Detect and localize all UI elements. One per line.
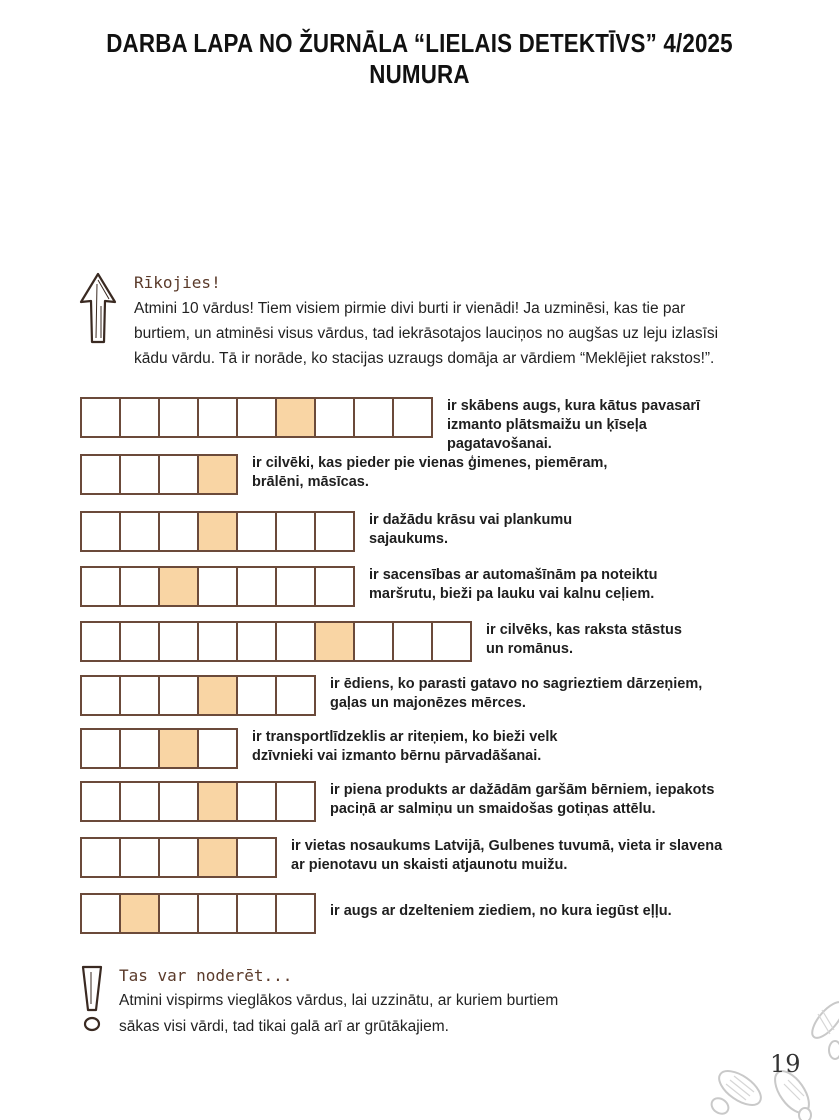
clue-text: [330, 675, 702, 713]
clue-line: ir cilvēks, kas raksta stāstus: [486, 622, 682, 638]
letter-box[interactable]: [394, 623, 433, 660]
puzzle-row-8: [80, 781, 714, 822]
up-arrow-icon: [78, 272, 118, 346]
highlighted-letter-box[interactable]: [160, 730, 199, 767]
letter-box[interactable]: [199, 895, 238, 932]
letter-box[interactable]: [238, 783, 277, 820]
exclamation-icon: [80, 964, 104, 1034]
tip-line: Atmini vispirms vieglākos vārdus, lai uzzinātu, ar kuriem burtiem: [119, 992, 559, 1009]
clue-line: brālēni, māsīcas.: [252, 474, 369, 490]
puzzle-row-5: [80, 621, 682, 662]
puzzle-row-6: [80, 675, 702, 716]
clue-line: ir piena produkts ar dažādām garšām bērniem, iepakots: [330, 782, 715, 798]
letter-box[interactable]: [277, 895, 316, 932]
letter-box[interactable]: [82, 399, 121, 436]
letter-box[interactable]: [121, 456, 160, 493]
puzzle-row-9: [80, 837, 722, 878]
highlighted-letter-box[interactable]: [199, 783, 238, 820]
letter-box[interactable]: [238, 839, 277, 876]
letter-box[interactable]: [199, 568, 238, 605]
letter-box[interactable]: [238, 677, 277, 714]
letter-box[interactable]: [199, 623, 238, 660]
page-number: 19: [770, 1050, 801, 1078]
clue-line: gaļas un majonēzes mērces.: [330, 695, 526, 711]
letter-box[interactable]: [82, 677, 121, 714]
clue-text: [369, 566, 658, 604]
clue-line: ir sacensības ar automašīnām pa noteiktu: [369, 567, 658, 583]
letter-box[interactable]: [277, 623, 316, 660]
clue-text: [369, 511, 572, 549]
task-line: Atmini 10 vārdus! Tiem visiem pirmie divi burti ir vienādi! Ja uzminēsi, kas tie par: [134, 300, 686, 317]
letter-grid: [80, 837, 277, 878]
task-title: Rīkojies!: [134, 273, 221, 292]
clue-text: [486, 621, 682, 659]
letter-grid: [80, 566, 355, 607]
letter-box[interactable]: [160, 783, 199, 820]
letter-box[interactable]: [121, 730, 160, 767]
highlighted-letter-box[interactable]: [160, 568, 199, 605]
highlighted-letter-box[interactable]: [199, 839, 238, 876]
clue-line: paciņā ar salmiņu un smaidošas gotiņas attēlu.: [330, 801, 656, 817]
puzzle-row-7: [80, 728, 557, 769]
letter-grid: [80, 728, 238, 769]
letter-box[interactable]: [316, 568, 355, 605]
letter-box[interactable]: [316, 513, 355, 550]
letter-box[interactable]: [82, 513, 121, 550]
task-line: burtiem, un atminēsi visus vārdus, tad iekrāsotajos lauciņos no augšas uz leju izlasīsi: [134, 325, 719, 342]
clue-line: ir ēdiens, ko parasti gatavo no sagrieztiem dārzeņiem,: [330, 676, 703, 692]
letter-box[interactable]: [121, 513, 160, 550]
task-instructions: [134, 296, 774, 371]
tip-text: [119, 988, 639, 1040]
clue-line: ar pienotavu un skaisti atjaunotu muižu.: [291, 857, 568, 873]
letter-grid: [80, 675, 316, 716]
letter-box[interactable]: [82, 783, 121, 820]
letter-box[interactable]: [82, 456, 121, 493]
clue-line: ir skābens augs, kura kātus pavasarī: [447, 398, 701, 414]
letter-box[interactable]: [238, 623, 277, 660]
highlighted-letter-box[interactable]: [316, 623, 355, 660]
letter-box[interactable]: [160, 456, 199, 493]
clue-line: un romānus.: [486, 641, 574, 657]
letter-box[interactable]: [316, 399, 355, 436]
letter-box[interactable]: [160, 839, 199, 876]
letter-box[interactable]: [121, 623, 160, 660]
letter-box[interactable]: [82, 895, 121, 932]
letter-box[interactable]: [121, 677, 160, 714]
letter-box[interactable]: [160, 623, 199, 660]
clue-text: [291, 837, 722, 875]
letter-box[interactable]: [121, 839, 160, 876]
letter-box[interactable]: [160, 895, 199, 932]
letter-grid: [80, 621, 472, 662]
letter-box[interactable]: [121, 783, 160, 820]
clue-line: ir augs ar dzelteniem ziediem, no kura iegūst eļļu.: [330, 903, 672, 919]
letter-grid: [80, 781, 316, 822]
task-line: kādu vārdu. Tā ir norāde, ko stacijas uzraugs domāja ar vārdiem “Meklējiet rakstos!”.: [134, 350, 715, 367]
letter-grid: [80, 397, 433, 438]
letter-grid: [80, 454, 238, 495]
clue-text: [252, 728, 557, 766]
letter-box[interactable]: [82, 730, 121, 767]
letter-box[interactable]: [238, 895, 277, 932]
letter-box[interactable]: [355, 623, 394, 660]
letter-box[interactable]: [82, 623, 121, 660]
letter-box[interactable]: [160, 513, 199, 550]
clue-text: [447, 397, 700, 454]
letter-grid: [80, 893, 316, 934]
clue-line: sajaukums.: [369, 531, 448, 547]
letter-box[interactable]: [355, 399, 394, 436]
puzzle-row-3: [80, 511, 572, 552]
clue-line: maršrutu, bieži pa lauku vai kalnu ceļiem.: [369, 586, 655, 602]
clue-line: ir cilvēki, kas pieder pie vienas ģimenes, piemēram,: [252, 455, 608, 471]
tip-line: sākas visi vārdi, tad tikai galā arī ar grūtākajiem.: [119, 1018, 449, 1035]
highlighted-letter-box[interactable]: [121, 895, 160, 932]
letter-box[interactable]: [121, 568, 160, 605]
letter-box[interactable]: [82, 839, 121, 876]
letter-box[interactable]: [433, 623, 472, 660]
page-title: DARBA LAPA NO ŽURNĀLA “LIELAIS DETEKTĪVS” 4/2025 NUMURA: [106, 28, 733, 89]
puzzle-row-1: [80, 397, 700, 454]
clue-text: [330, 781, 714, 819]
letter-box[interactable]: [394, 399, 433, 436]
letter-box[interactable]: [238, 568, 277, 605]
letter-box[interactable]: [160, 677, 199, 714]
clue-text: [252, 454, 607, 492]
letter-box[interactable]: [277, 513, 316, 550]
letter-box[interactable]: [160, 399, 199, 436]
clue-line: izmanto plātsmaižu un ķīseļa: [447, 417, 647, 433]
letter-box[interactable]: [277, 783, 316, 820]
letter-box[interactable]: [199, 730, 238, 767]
clue-line: dzīvnieki vai izmanto bērnu pārvadāšanai.: [252, 748, 542, 764]
puzzle-row-10: [80, 893, 672, 934]
clue-line: ir transportlīdzeklis ar riteņiem, ko bieži velk: [252, 729, 558, 745]
letter-box[interactable]: [277, 568, 316, 605]
puzzle-row-2: [80, 454, 607, 495]
letter-box[interactable]: [121, 399, 160, 436]
clue-line: ir vietas nosaukums Latvijā, Gulbenes tuvumā, vieta ir slavena: [291, 838, 723, 854]
highlighted-letter-box[interactable]: [199, 456, 238, 493]
clue-line: ir dažādu krāsu vai plankumu: [369, 512, 573, 528]
highlighted-letter-box[interactable]: [199, 513, 238, 550]
highlighted-letter-box[interactable]: [277, 399, 316, 436]
tip-title: Tas var noderēt...: [119, 966, 293, 985]
clue-text: [330, 902, 672, 921]
letter-box[interactable]: [238, 399, 277, 436]
puzzle-row-4: [80, 566, 658, 607]
letter-box[interactable]: [277, 677, 316, 714]
letter-box[interactable]: [199, 399, 238, 436]
clue-line: pagatavošanai.: [447, 436, 552, 452]
letter-box[interactable]: [82, 568, 121, 605]
letter-grid: [80, 511, 355, 552]
highlighted-letter-box[interactable]: [199, 677, 238, 714]
letter-box[interactable]: [238, 513, 277, 550]
